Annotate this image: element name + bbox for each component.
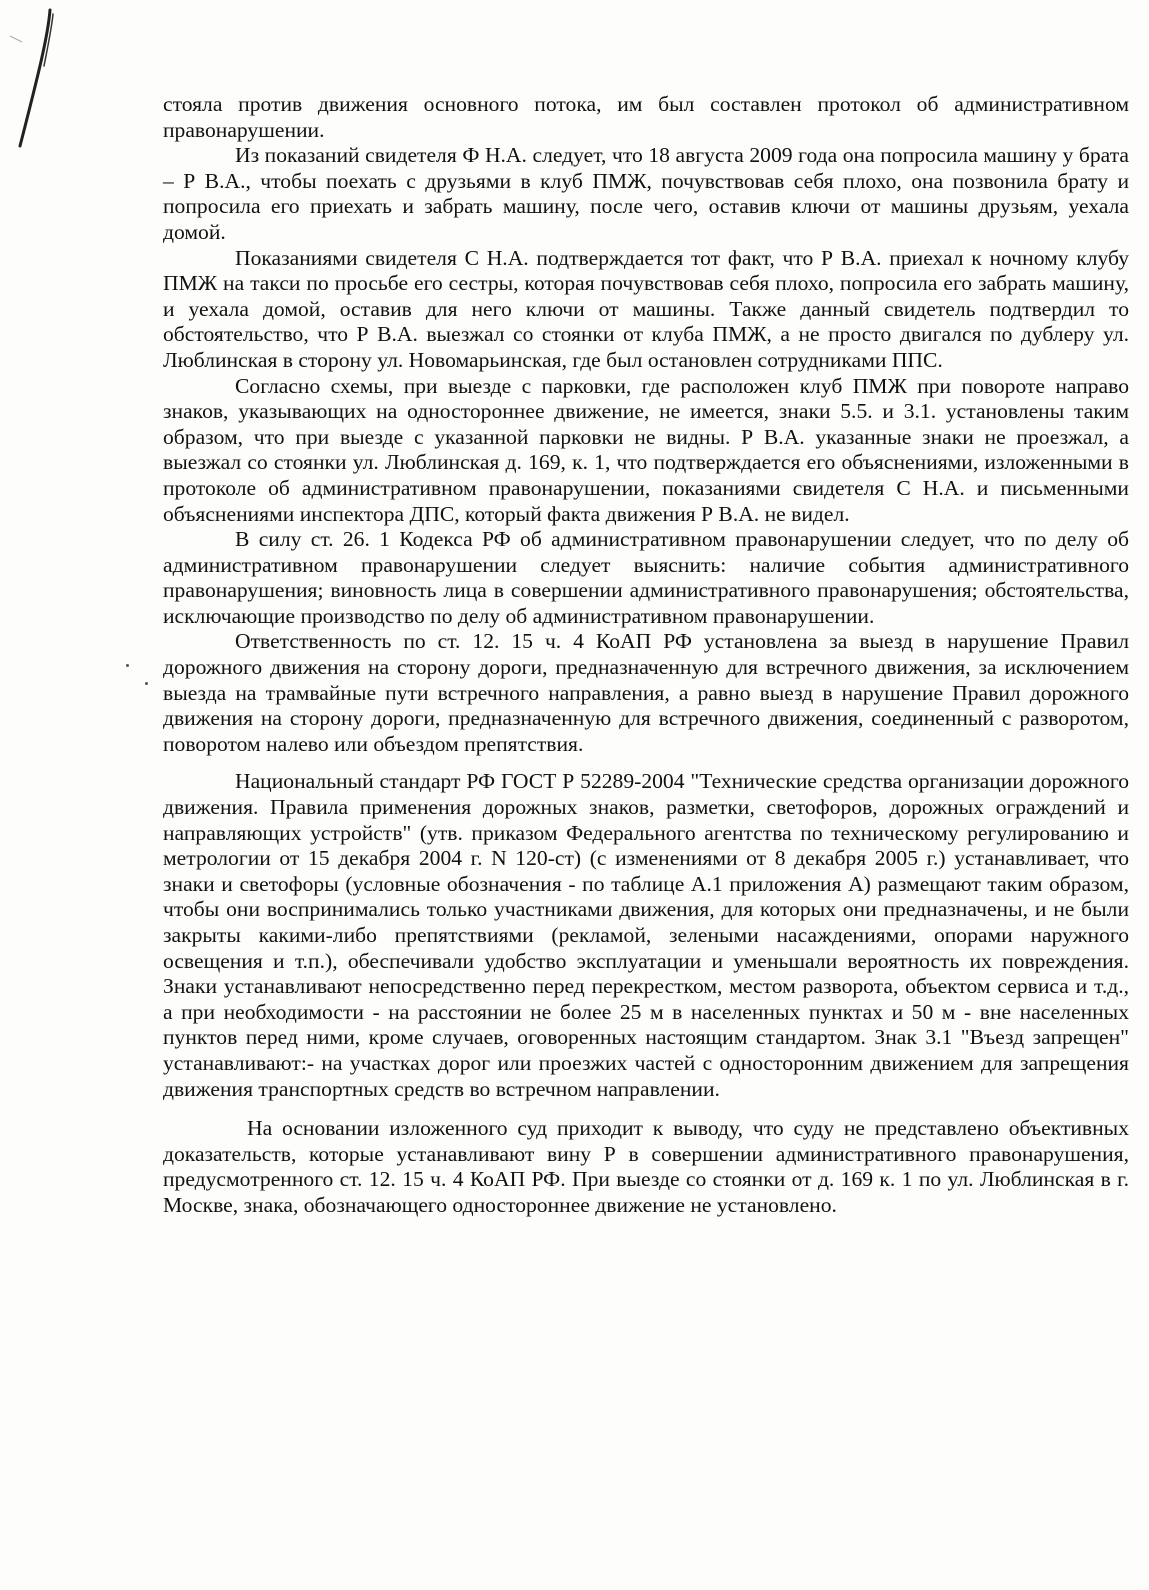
paragraph: На основании изложенного суд приходит к выводу, что суду не представлено объективных доказательств, которые устанавливают вину Р в совершении административного правонарушения, предусмотренного ст. 12. 15 ч. 4 КоАП РФ. При выезде со стоянки от д. 169 к. 1 по ул. Люблинская в г. Москве, знака, обозначающего одностороннее движение не установлено. [163, 1116, 1129, 1217]
paragraph: Национальный стандарт РФ ГОСТ Р 52289-2004 "Технические средства организации дорожного движения. Правила применения дорожных знаков, разметки, светофоров, дорожных ограждений и направляющих устройств" (утв. приказом Федерального агентства по техническому регулированию и метрологии от 15 декабря 2004 г. N 120-ст) (с изменениями от 8 декабря 2005 г.) устанавливает, что знаки и светофоры (условные обозначения - по таблице А.1 приложения А) размещают таким образом, чтобы они воспринимались только участниками движения, для которых они предназначены, и не были закрыты какими-либо препятствиями (рекламой, зелеными насаждениями, опорами наружного освещения и т.п.), обеспечивали удобство эксплуатации и уменьшали вероятность их повреждения. Знаки устанавливают непосредственно перед перекрестком, местом разворота, объектом сервиса и т.д., а при необходимости - на расстоянии не более 25 м в населенных пунктах и 50 м - вне населенных пунктов перед ними, кроме случаев, оговоренных настоящим стандартом. Знак 3.1 "Въезд запрещен" устанавливают:- на участках дорог или проезжих частей с односторонним движением для запрещения движения транспортных средств во встречном направлении. [163, 769, 1129, 1101]
paragraph: Показаниями свидетеля С Н.А. подтверждается тот факт, что Р В.А. приехал к ночному клубу ПМЖ на такси по просьбе его сестры, которая почувствовав себя плохо, попросила его забрать машину, и уехала домой, оставив для него ключи от машины. Также данный свидетель подтвердил то обстоятельство, что Р В.А. выезжал со стоянки от клуба ПМЖ, а не просто двигался по дублеру ул. Люблинская в сторону ул. Новомарьинская, где был остановлен сотрудниками ППС. [163, 245, 1129, 372]
paragraph: Из показаний свидетеля Ф Н.А. следует, что 18 августа 2009 года она попросила машину у брата – Р В.А., чтобы поехать с друзьями в клуб ПМЖ, почувствовав себя плохо, она позвонила брату и попросила его приехать и забрать машину, после чего, оставив ключи от машины друзьям, уехала домой. [163, 143, 1129, 244]
scan-speck [145, 682, 148, 685]
scan-speck [126, 664, 129, 667]
document-body [163, 92, 1129, 1219]
paragraph: В силу ст. 26. 1 Кодекса РФ об административном правонарушении следует, что по делу об административном правонарушении следует выяснить: наличие события административного правонарушения; виновность лица в совершении административного правонарушения; обстоятельства, исключающие производство по делу об административном правонарушении. [163, 527, 1129, 628]
pen-stroke-mark [8, 6, 68, 156]
paragraph: стояла против движения основного потока, им был составлен протокол об административном правонарушении. [163, 92, 1129, 142]
paragraph: Ответственность по ст. 12. 15 ч. 4 КоАП РФ установлена за выезд в нарушение Правил дорожного движения на сторону дороги, предназначенную для встречного движения, за исключением выезда на трамвайные пути встречного направления, а равно выезд в нарушение Правил дорожного движения на сторону дороги, предназначенную для встречного движения, соединенный с разворотом, поворотом налево или объездом препятствия. [163, 629, 1129, 756]
paragraph: Согласно схемы, при выезде с парковки, где расположен клуб ПМЖ при повороте направо знаков, указывающих на одностороннее движение, не имеется, знаки 5.5. и 3.1. установлены таким образом, что при выезде с указанной парковки не видны. Р В.А. указанные знаки не проезжал, а выезжал со стоянки ул. Люблинская д. 169, к. 1, что подтверждается его объяснениями, изложенными в протоколе об административном правонарушении, показаниями свидетеля С Н.А. и письменными объяснениями инспектора ДПС, который факта движения Р В.А. не видел. [163, 373, 1129, 526]
